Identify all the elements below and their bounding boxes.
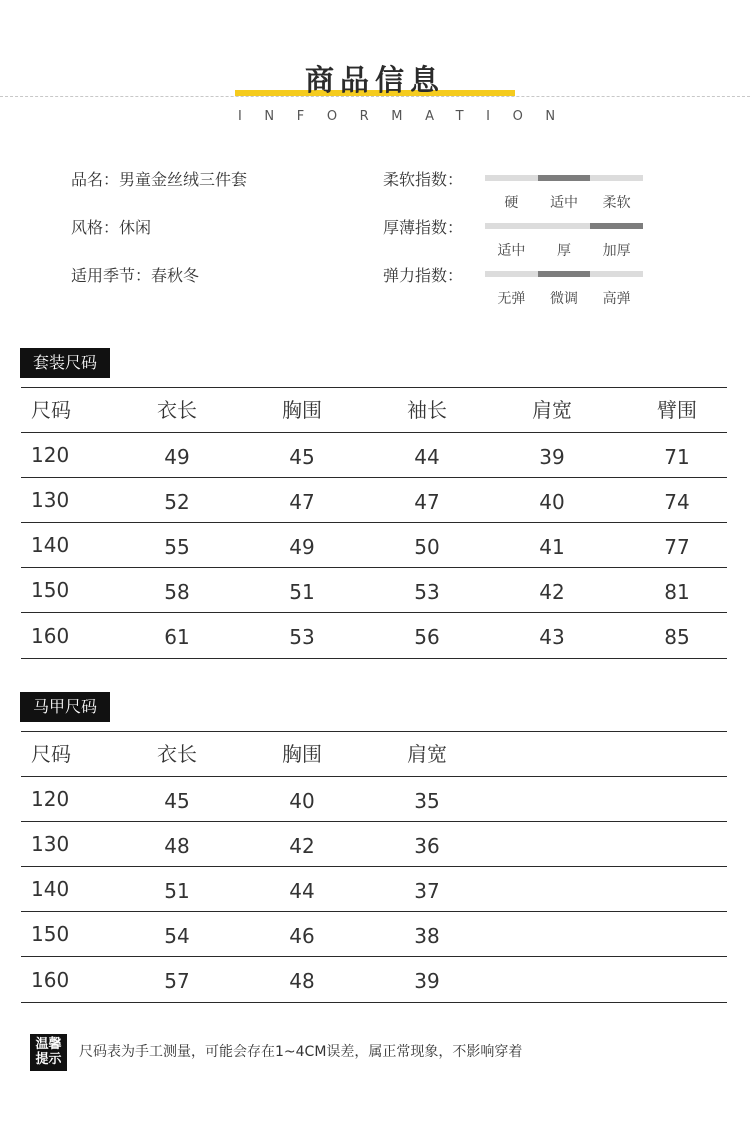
table-cell: 41	[539, 534, 565, 559]
table-cell: 40	[289, 788, 315, 813]
table-cell: 140	[31, 533, 70, 557]
table-cell: 37	[414, 878, 440, 903]
notice-badge	[30, 1034, 67, 1071]
table-row	[21, 867, 727, 912]
meter-segment	[590, 175, 643, 181]
table-header-row	[21, 732, 727, 777]
table-row	[21, 822, 727, 867]
table-row	[21, 957, 727, 1002]
table-cell: 51	[289, 579, 315, 604]
table-cell: 47	[414, 489, 440, 514]
table-cell: 130	[31, 832, 70, 856]
table-cell: 36	[414, 833, 440, 858]
table-cell: 39	[539, 444, 565, 469]
table-cell: 44	[289, 878, 315, 903]
table-row	[21, 433, 727, 478]
table-cell: 48	[164, 833, 190, 858]
product-style: 风格：休闲	[71, 218, 152, 237]
vest-size-table	[21, 731, 727, 1003]
page-subtitle: INFORMATION	[238, 109, 578, 124]
table-header-cell: 肩宽	[407, 742, 447, 766]
meter-segment	[485, 223, 538, 229]
notice-badge-line: 提示	[35, 1052, 62, 1067]
table-row	[21, 777, 727, 822]
meter-segment	[485, 271, 538, 277]
table-cell: 56	[414, 625, 440, 649]
table-cell: 44	[414, 444, 440, 469]
thickness-meter	[485, 223, 643, 229]
table-cell: 53	[289, 625, 315, 649]
table-cell: 45	[164, 788, 190, 813]
table-row	[21, 478, 727, 523]
meter-option: 无弹	[497, 291, 526, 307]
table-cell: 58	[164, 579, 190, 604]
product-season: 适用季节：春秋冬	[71, 266, 200, 285]
table-header-cell: 尺码	[31, 742, 71, 766]
table-row	[21, 912, 727, 957]
table-cell: 71	[664, 444, 690, 469]
table-cell: 45	[289, 444, 315, 469]
elasticity-meter	[485, 271, 643, 277]
page-title: 商品信息	[304, 63, 445, 97]
table-cell: 81	[664, 579, 690, 604]
table-cell: 42	[539, 579, 565, 604]
table-cell: 49	[289, 534, 315, 559]
table-header-cell: 尺码	[31, 398, 71, 422]
table-cell: 85	[664, 625, 690, 649]
table-row	[21, 613, 727, 658]
table-cell: 120	[31, 443, 70, 467]
table-cell: 57	[164, 969, 190, 993]
table-cell: 74	[664, 489, 690, 514]
meter-segment	[538, 175, 591, 181]
table-cell: 52	[164, 489, 190, 514]
notice-text: 尺码表为手工测量，可能会存在1~4CM误差，属正常现象，不影响穿着	[79, 1044, 523, 1060]
meter-option: 厚	[557, 243, 571, 259]
table-cell: 130	[31, 488, 70, 512]
table-cell: 42	[289, 833, 315, 858]
table-header-cell: 臂围	[657, 398, 697, 422]
table-header-cell: 袖长	[407, 398, 447, 422]
thickness-label: 厚薄指数：	[383, 218, 464, 237]
table-cell: 150	[31, 578, 70, 602]
table-cell: 43	[539, 625, 565, 649]
table-cell: 140	[31, 877, 70, 901]
table-cell: 39	[414, 969, 440, 993]
suit-size-tag: 套装尺码	[20, 348, 110, 378]
thickness-options	[485, 241, 643, 261]
table-cell: 48	[289, 969, 315, 993]
table-header-cell: 胸围	[282, 398, 322, 422]
table-row	[21, 568, 727, 613]
table-cell: 150	[31, 922, 70, 946]
table-cell: 51	[164, 878, 190, 903]
table-cell: 54	[164, 923, 190, 948]
softness-meter	[485, 175, 643, 181]
notice-badge-line: 温馨	[35, 1037, 62, 1052]
meter-option: 适中	[497, 243, 526, 259]
table-cell: 47	[289, 489, 315, 514]
table-header-cell: 胸围	[282, 742, 322, 766]
meter-segment	[485, 175, 538, 181]
meter-segment	[538, 223, 591, 229]
table-cell: 55	[164, 534, 190, 559]
softness-options	[485, 193, 643, 213]
product-name: 品名：男童金丝绒三件套	[71, 170, 248, 189]
table-cell: 53	[414, 579, 440, 604]
table-cell: 160	[31, 967, 70, 992]
table-cell: 61	[164, 625, 190, 649]
table-header-cell: 肩宽	[532, 398, 572, 422]
elasticity-label: 弹力指数：	[383, 266, 464, 285]
table-cell: 49	[164, 444, 190, 469]
table-cell: 38	[414, 923, 440, 948]
table-cell: 120	[31, 787, 70, 811]
table-cell: 77	[664, 534, 690, 559]
meter-segment	[538, 271, 591, 277]
meter-option: 柔软	[602, 195, 631, 211]
table-header-cell: 衣长	[157, 742, 197, 766]
meter-segment	[590, 271, 643, 277]
meter-option: 微调	[550, 291, 578, 307]
table-cell: 160	[31, 623, 70, 648]
suit-size-table	[21, 387, 727, 659]
table-cell: 46	[289, 923, 315, 948]
table-header-row	[21, 388, 727, 433]
table-cell: 50	[414, 534, 440, 559]
meter-option: 硬	[504, 195, 519, 211]
table-cell: 35	[414, 788, 440, 813]
meter-segment	[590, 223, 643, 229]
elasticity-options	[485, 289, 643, 309]
table-header-cell: 衣长	[157, 398, 197, 422]
table-cell: 40	[539, 489, 565, 514]
meter-option: 高弹	[602, 291, 631, 307]
meter-option: 适中	[550, 195, 578, 211]
table-row	[21, 523, 727, 568]
vest-size-tag: 马甲尺码	[20, 692, 110, 722]
softness-label: 柔软指数：	[383, 170, 464, 189]
meter-option: 加厚	[602, 243, 631, 259]
